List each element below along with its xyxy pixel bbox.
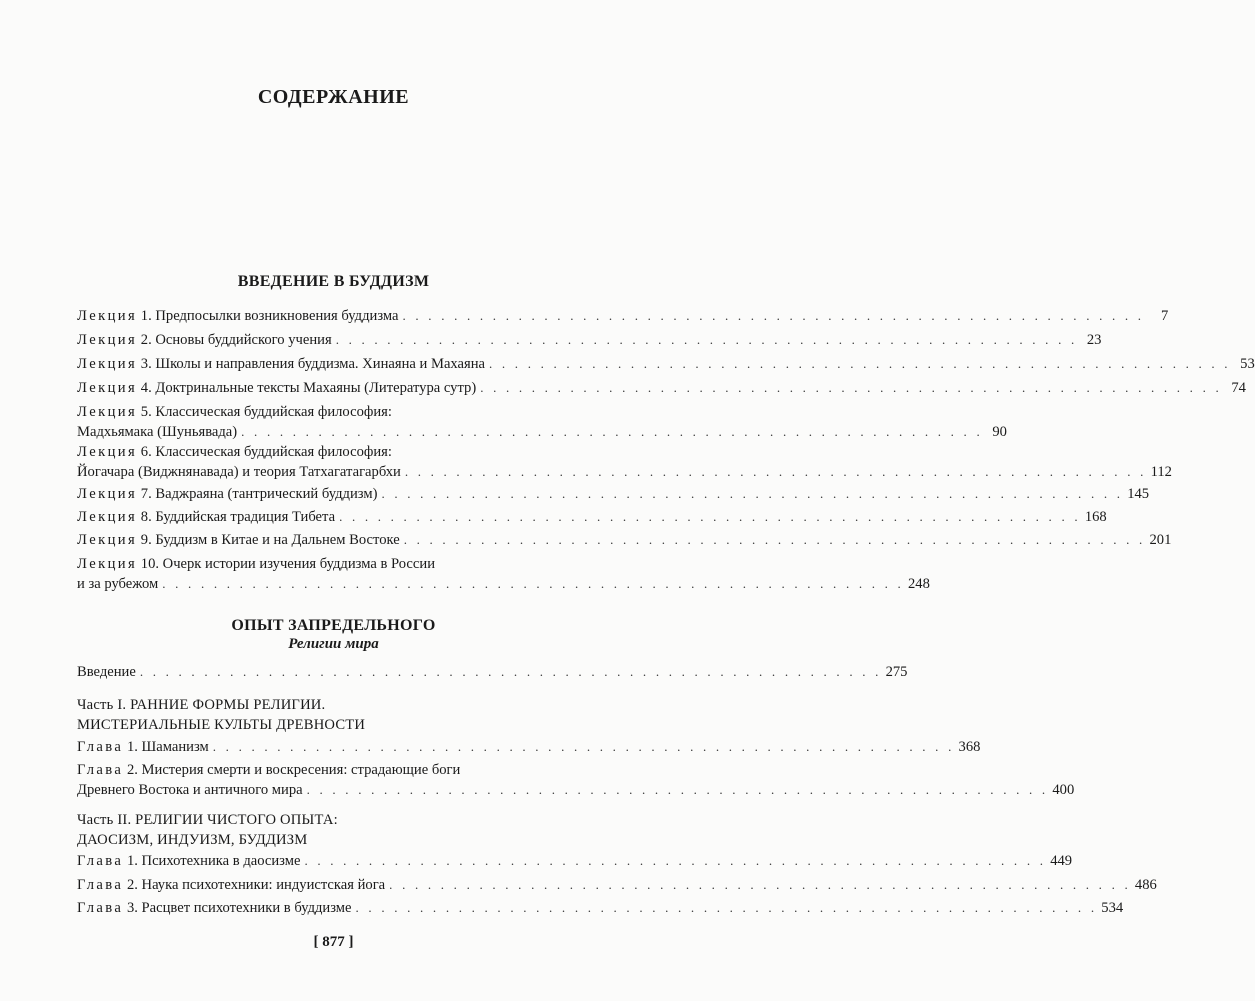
entry-label: Лекция	[77, 509, 138, 525]
page-number: [ 877 ]	[313, 934, 354, 950]
entry-title: 1. Психотехника в даосизме	[126, 853, 301, 869]
entry-page: 145	[1127, 486, 1150, 502]
entry-page: 112	[1150, 464, 1172, 480]
entry-title: 8. Буддийская традиция Тибета	[140, 509, 336, 525]
entry-page: 449	[1050, 853, 1073, 869]
entry-title-continued: Мадхьямака (Шуньявада)	[77, 424, 238, 440]
entry-title: 9. Буддизм в Китае и на Дальнем Востоке	[140, 532, 400, 548]
entry-title: 6. Классическая буддийская философия:	[140, 444, 392, 460]
entry-page: 486	[1134, 877, 1157, 893]
entry-label: Глава	[77, 877, 124, 893]
dot-leader: . . . . . . . . . . . . . . . . . . . . . . . . . . . . . . . . . . . . . . . . . . . . . . . . . . . . . . . . . .	[389, 877, 1131, 892]
entry-label: Лекция	[77, 556, 138, 572]
entry-page: 90	[992, 424, 1007, 440]
toc-entry[interactable]	[77, 442, 1172, 482]
dot-leader: . . . . . . . . . . . . . . . . . . . . . . . . . . . . . . . . . . . . . . . . . . . . . . . . . . . . . . . . . .	[335, 332, 1078, 347]
section-title-beyond: ОПЫТ ЗАПРЕДЕЛЬНОГО	[231, 617, 436, 634]
dot-leader: . . . . . . . . . . . . . . . . . . . . . . . . . . . . . . . . . . . . . . . . . . . . . . . . . . . . . . . . . .	[304, 853, 1047, 868]
entry-title: 2. Наука психотехники: индуистская йога	[126, 877, 386, 893]
toc-entry[interactable]	[77, 402, 1007, 442]
dot-leader: . . . . . . . . . . . . . . . . . . . . . . . . . . . . . . . . . . . . . . . . . . . . . . . . . . . . . . . . . .	[402, 308, 1145, 323]
toc-entry[interactable]	[77, 378, 1246, 398]
entry-label: Лекция	[77, 380, 138, 396]
part-heading-line: ДАОСИЗМ, ИНДУИЗМ, БУДДИЗМ	[77, 832, 308, 848]
entry-page: 7	[1160, 308, 1169, 324]
toc-entry[interactable]	[77, 760, 1075, 800]
dot-leader: . . . . . . . . . . . . . . . . . . . . . . . . . . . . . . . . . . . . . . . . . . . . . . . . . . . . . . . . . .	[306, 782, 1049, 797]
entry-page: 201	[1149, 532, 1172, 548]
part-heading	[77, 695, 584, 735]
toc-entry[interactable]	[77, 354, 1255, 374]
entry-title: 2. Мистерия смерти и воскресения: страдающие боги	[126, 762, 461, 778]
dot-leader: . . . . . . . . . . . . . . . . . . . . . . . . . . . . . . . . . . . . . . . . . . . . . . . . . . . . . . . . . .	[162, 576, 904, 591]
toc-entry[interactable]	[77, 530, 1172, 550]
toc-entry[interactable]	[77, 554, 930, 594]
section-title-buddhism: ВВЕДЕНИЕ В БУДДИЗМ	[237, 273, 430, 290]
entry-title: 3. Расцвет психотехники в буддизме	[126, 900, 352, 916]
dot-leader: . . . . . . . . . . . . . . . . . . . . . . . . . . . . . . . . . . . . . . . . . . . . . . . . . . . . . . . . . .	[404, 464, 1147, 479]
toc-entry[interactable]	[77, 898, 1124, 918]
entry-page: 534	[1101, 900, 1124, 916]
dot-leader: . . . . . . . . . . . . . . . . . . . . . . . . . . . . . . . . . . . . . . . . . . . . . . . . . . . . . . . . . .	[489, 356, 1231, 371]
entry-title: 4. Доктринальные тексты Махаяны (Литература сутр)	[140, 380, 477, 396]
dot-leader: . . . . . . . . . . . . . . . . . . . . . . . . . . . . . . . . . . . . . . . . . . . . . . . . . . . . . . . . . .	[212, 739, 955, 754]
dot-leader: . . . . . . . . . . . . . . . . . . . . . . . . . . . . . . . . . . . . . . . . . . . . . . . . . . . . . . . . . .	[241, 424, 983, 439]
toc-entry[interactable]	[77, 875, 1157, 895]
entry-label: Лекция	[77, 486, 138, 502]
entry-label: Глава	[77, 762, 124, 778]
entry-page: 74	[1231, 380, 1246, 396]
entry-page: 368	[958, 739, 981, 755]
entry-page: 53	[1240, 356, 1255, 372]
part-heading-line: Часть II. РЕЛИГИИ ЧИСТОГО ОПЫТА:	[77, 812, 338, 828]
part-heading-line: МИСТЕРИАЛЬНЫЕ КУЛЬТЫ ДРЕВНОСТИ	[77, 717, 366, 733]
toc-entry[interactable]	[77, 737, 981, 757]
dot-leader: . . . . . . . . . . . . . . . . . . . . . . . . . . . . . . . . . . . . . . . . . . . . . . . . . . . . . . . . . .	[355, 900, 1098, 915]
entry-title: 7. Ваджраяна (тантрический буддизм)	[140, 486, 378, 502]
dot-leader: . . . . . . . . . . . . . . . . . . . . . . . . . . . . . . . . . . . . . . . . . . . . . . . . . . . . . . . . . .	[381, 486, 1124, 501]
entry-title: 3. Школы и направления буддизма. Хинаяна и Махаяна	[140, 356, 485, 372]
entry-label: Лекция	[77, 308, 138, 324]
entry-title: 1. Шаманизм	[126, 739, 209, 755]
toc-entry[interactable]	[77, 662, 908, 682]
entry-page: 400	[1052, 782, 1075, 798]
entry-label: Глава	[77, 739, 124, 755]
entry-title: 2. Основы буддийского учения	[140, 332, 332, 348]
entry-label: Лекция	[77, 444, 138, 460]
entry-title: Введение	[77, 664, 136, 680]
part-heading	[77, 810, 584, 850]
entry-title: 10. Очерк истории изучения буддизма в России	[140, 556, 435, 572]
toc-entry[interactable]	[77, 484, 1150, 504]
dot-leader: . . . . . . . . . . . . . . . . . . . . . . . . . . . . . . . . . . . . . . . . . . . . . . . . . . . . . . . . . .	[480, 380, 1222, 395]
entry-label: Лекция	[77, 532, 138, 548]
entry-page: 275	[885, 664, 908, 680]
entry-title: 1. Предпосылки возникновения буддизма	[140, 308, 399, 324]
toc-entry[interactable]	[77, 851, 1073, 871]
toc-entry[interactable]	[77, 330, 1102, 350]
page-title: СОДЕРЖАНИЕ	[257, 86, 410, 108]
entry-label: Лекция	[77, 404, 138, 420]
entry-title: 5. Классическая буддийская философия:	[140, 404, 392, 420]
entry-page: 168	[1084, 509, 1107, 525]
entry-title-continued: Древнего Востока и античного мира	[77, 782, 303, 798]
dot-leader: . . . . . . . . . . . . . . . . . . . . . . . . . . . . . . . . . . . . . . . . . . . . . . . . . . . . . . . . . .	[403, 532, 1146, 547]
part-heading-line: Часть I. РАННИЕ ФОРМЫ РЕЛИГИИ.	[77, 697, 326, 713]
entry-page: 248	[908, 576, 930, 592]
entry-label: Лекция	[77, 332, 138, 348]
toc-entry[interactable]	[77, 306, 1169, 326]
dot-leader: . . . . . . . . . . . . . . . . . . . . . . . . . . . . . . . . . . . . . . . . . . . . . . . . . . . . . . . . . .	[339, 509, 1081, 524]
entry-title-continued: и за рубежом	[77, 576, 159, 592]
entry-label: Глава	[77, 900, 124, 916]
entry-label: Лекция	[77, 356, 138, 372]
section-subtitle: Религии мира	[288, 636, 379, 652]
entry-page: 23	[1086, 332, 1102, 348]
entry-label: Глава	[77, 853, 124, 869]
toc-entry[interactable]	[77, 507, 1107, 527]
entry-title-continued: Йогачара (Виджнянавада) и теория Татхагатагарбхи	[77, 464, 401, 480]
dot-leader: . . . . . . . . . . . . . . . . . . . . . . . . . . . . . . . . . . . . . . . . . . . . . . . . . . . . . . . . . .	[139, 664, 882, 679]
